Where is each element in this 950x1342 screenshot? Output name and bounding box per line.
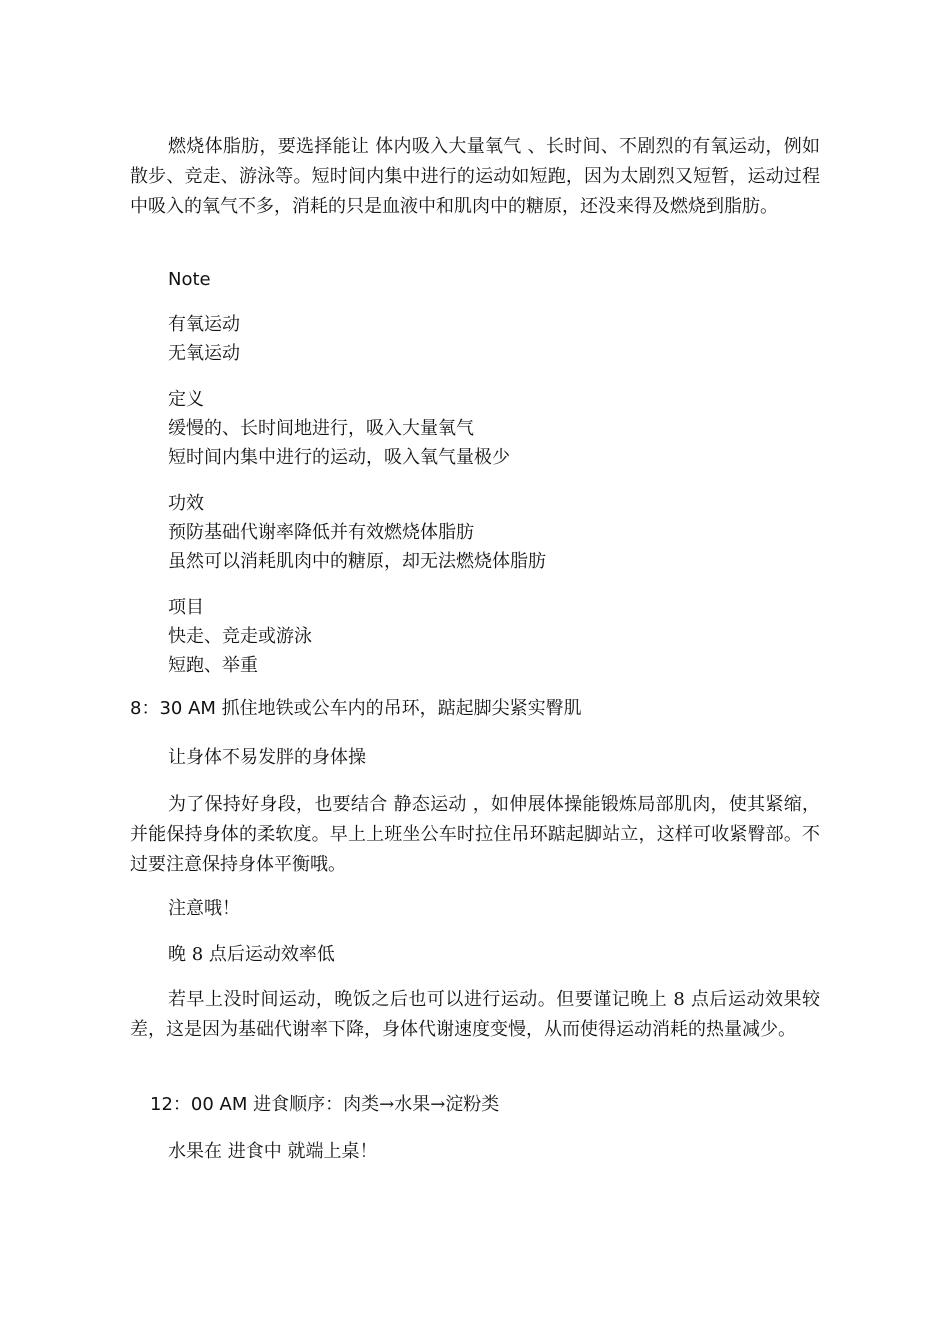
effect-heading: 功效	[168, 493, 204, 514]
section-1200-heading	[150, 1090, 499, 1120]
effect-anaerobic: 虽然可以消耗肌肉中的糖原，却无法燃烧体脂肪	[168, 551, 546, 572]
section-830-time: 8：30 AM	[130, 698, 216, 719]
section-830-title: 抓住地铁或公车内的吊环，踮起脚尖紧实臀肌	[221, 698, 582, 719]
section-830-paragraph: 为了保持好身段，也要结合 静态运动 ，如伸展体操能锻炼局部肌肉，使其紧缩，并能保持身体的柔软度。早上上班坐公车时拉住吊环踮起脚站立，这样可收紧臀部。不过要注意保持身体平衡哦。	[130, 794, 820, 875]
intro-paragraph: 燃烧体脂肪，要选择能让 体内吸入大量氧气 、长时间、不剧烈的有氧运动，例如散步、竞走、游泳等。短时间内集中进行的运动如短跑，因为太剧烈又短暂，运动过程中吸入的氧气不多，消耗的只是血液中和肌肉中的糖原，还没来得及燃烧到脂肪。	[130, 136, 820, 217]
section-1200-title: 进食顺序：肉类→水果→淀粉类	[253, 1094, 500, 1115]
attention-label: 注意哦！	[168, 898, 240, 919]
warning-title: 晚 8 点后运动效率低	[168, 944, 335, 965]
section-1200-time: 12：00 AM	[150, 1094, 248, 1115]
definition-anaerobic: 短时间内集中进行的运动，吸入氧气量极少	[168, 447, 510, 468]
note-type-aerobic: 有氧运动	[168, 314, 240, 335]
section-830-subtitle: 让身体不易发胖的身体操	[168, 747, 366, 768]
definition-heading: 定义	[168, 389, 204, 410]
projects-heading: 项目	[168, 597, 204, 618]
definition-aerobic: 缓慢的、长时间地进行，吸入大量氧气	[168, 418, 474, 439]
projects-aerobic: 快走、竞走或游泳	[168, 626, 312, 647]
section-830-heading	[130, 694, 582, 724]
section-1200-subtitle: 水果在 进食中 就端上桌！	[168, 1141, 378, 1162]
effect-aerobic: 预防基础代谢率降低并有效燃烧体脂肪	[168, 522, 474, 543]
note-type-anaerobic: 无氧运动	[168, 343, 240, 364]
projects-anaerobic: 短跑、举重	[168, 655, 258, 676]
warning-paragraph: 若早上没时间运动，晚饭之后也可以进行运动。但要谨记晚上 8 点后运动效果较差，这是因为基础代谢率下降，身体代谢速度变慢，从而使得运动消耗的热量减少。	[130, 989, 820, 1040]
note-label: Note	[168, 269, 211, 290]
